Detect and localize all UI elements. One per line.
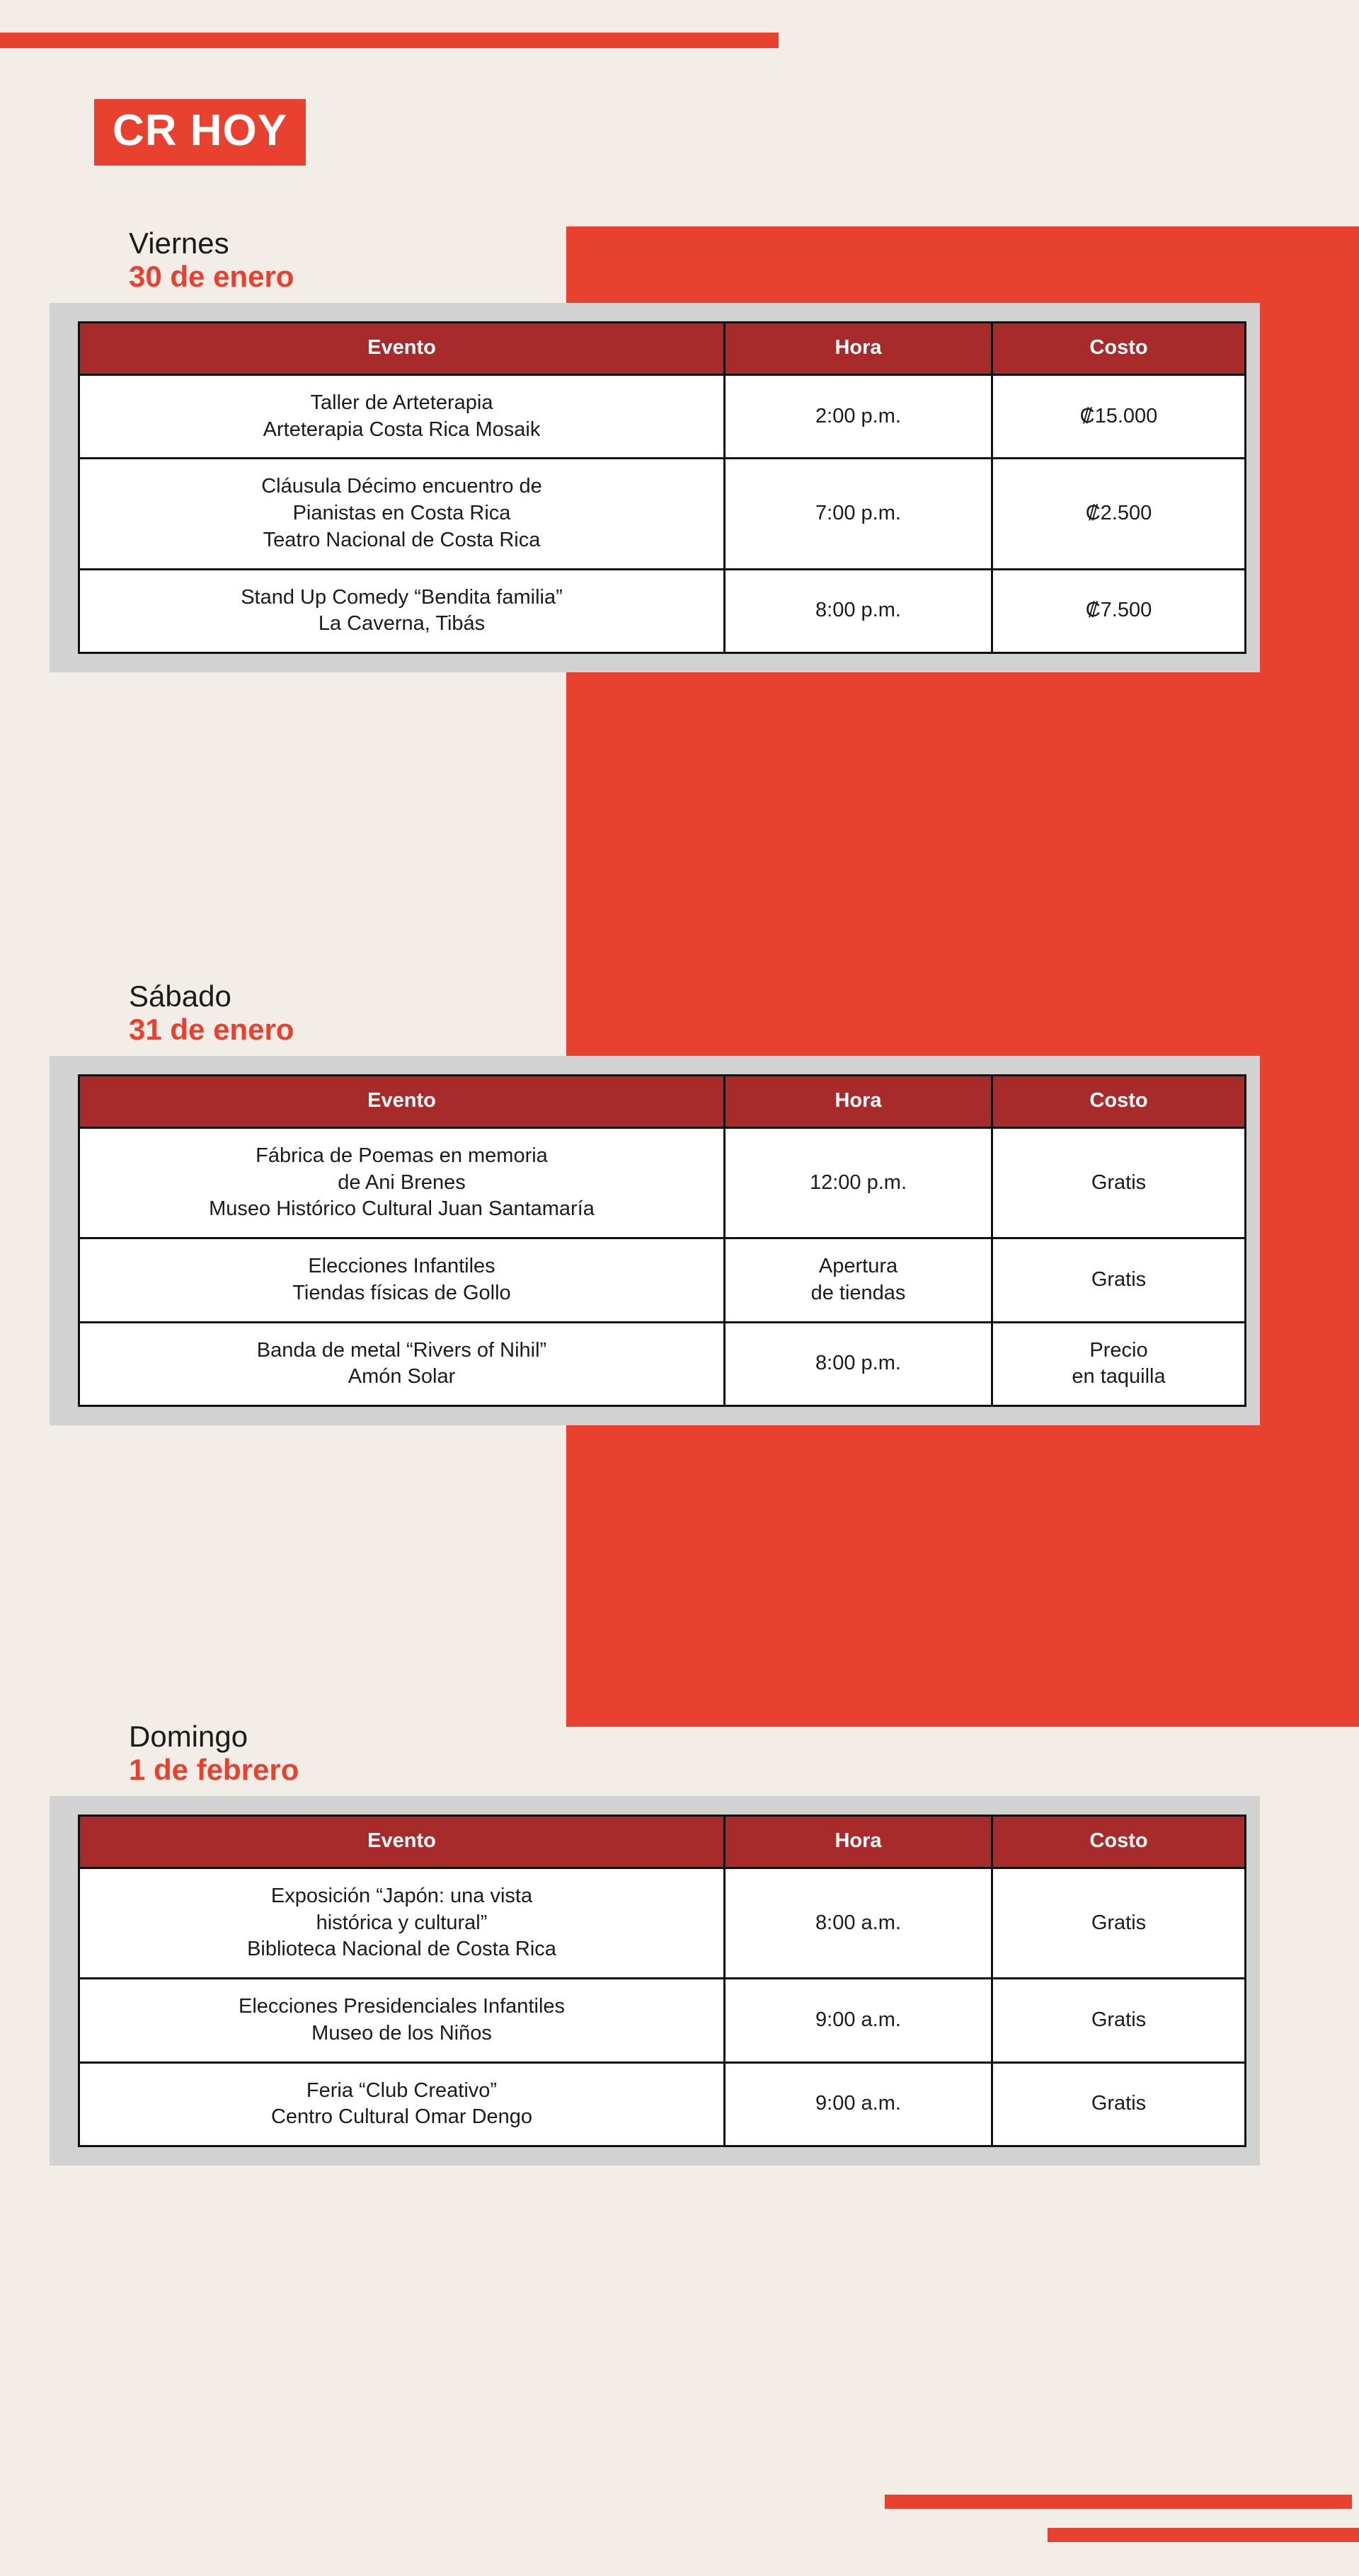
costo-line: Gratis: [1091, 2092, 1147, 2115]
table-row: [79, 1238, 1246, 1322]
day-section-sunday: [0, 1720, 1359, 2166]
evento-line: Cláusula Décimo encuentro de: [261, 475, 542, 498]
cell-evento: [79, 1128, 725, 1238]
day-section-friday: [0, 226, 1359, 672]
cell-evento: [79, 1238, 725, 1322]
day-date: 1 de febrero: [129, 1753, 299, 1787]
table-row: [79, 459, 1246, 569]
schedule-table: [78, 1074, 1246, 1407]
cell-evento: [79, 459, 725, 569]
costo-line: Precio: [1089, 1338, 1148, 1362]
costo-line: Gratis: [1091, 1267, 1147, 1291]
evento-line: La Caverna, Tibás: [318, 612, 486, 636]
table-header-row: [79, 323, 1246, 375]
cell-costo: [992, 1868, 1246, 1979]
costo-line: ₡7.500: [1085, 599, 1152, 622]
column-header-hora: Hora: [725, 1076, 992, 1128]
day-heading: [129, 226, 1359, 293]
column-header-evento: Evento: [79, 1076, 725, 1128]
day-name: Domingo: [129, 1720, 248, 1753]
cell-hora: [725, 1868, 992, 1979]
table-header-row: [79, 1816, 1246, 1868]
column-header-costo: Costo: [992, 323, 1246, 375]
day-date: 30 de enero: [129, 260, 294, 294]
cell-evento: [79, 1979, 725, 2062]
cell-hora: [725, 1238, 992, 1322]
table-frame: [50, 303, 1260, 672]
cell-hora: [725, 569, 992, 652]
cell-hora: [725, 459, 992, 569]
costo-line: ₡2.500: [1085, 502, 1152, 525]
table-row: [79, 1322, 1246, 1405]
day-name: Viernes: [129, 226, 229, 260]
column-header-costo: Costo: [992, 1816, 1246, 1868]
decorative-bar-bottom-lower: [1048, 2528, 1359, 2542]
day-name: Sábado: [129, 979, 231, 1013]
evento-line: Fábrica de Poemas en memoria: [256, 1144, 548, 1168]
brand-logo: CR HOY: [94, 99, 306, 166]
evento-line: Arteterapia Costa Rica Mosaik: [263, 418, 541, 441]
hora-line: de tiendas: [810, 1281, 906, 1304]
cell-evento: [79, 2062, 725, 2146]
evento-line: Feria “Club Creativo”: [306, 2078, 498, 2102]
cell-hora: [725, 2062, 992, 2146]
evento-line: Tiendas físicas de Gollo: [292, 1281, 511, 1304]
hora-line: 8:00 p.m.: [815, 1352, 901, 1375]
cell-costo: [992, 2062, 1246, 2146]
cell-evento: [79, 1322, 725, 1405]
schedule-table: [78, 321, 1246, 654]
day-date: 31 de enero: [129, 1013, 294, 1047]
day-heading: [129, 979, 1359, 1046]
costo-line: ₡15.000: [1079, 404, 1158, 427]
hora-line: 8:00 p.m.: [815, 599, 901, 622]
evento-line: Pianistas en Costa Rica: [292, 502, 511, 525]
cell-costo: [992, 569, 1246, 652]
hora-line: 9:00 a.m.: [815, 2008, 901, 2031]
column-header-costo: Costo: [992, 1076, 1246, 1128]
costo-line: Gratis: [1091, 1171, 1147, 1194]
table-frame: [50, 1796, 1260, 2166]
evento-line: Exposición “Japón: una vista: [270, 1885, 533, 1908]
hora-line: 8:00 a.m.: [815, 1911, 901, 1934]
table-frame: [50, 1056, 1260, 1425]
day-section-saturday: [0, 979, 1359, 1425]
evento-line: Elecciones Presidenciales Infantiles: [238, 1995, 566, 2018]
evento-line: Museo Histórico Cultural Juan Santamaría: [209, 1197, 595, 1221]
costo-line: Gratis: [1091, 2008, 1147, 2031]
table-row: [79, 1979, 1246, 2062]
cell-evento: [79, 1868, 725, 1979]
schedule-table: [78, 1815, 1246, 2147]
day-heading: [129, 1720, 1359, 1786]
evento-line: Banda de metal “Rivers of Nihil”: [256, 1338, 547, 1362]
evento-line: Centro Cultural Omar Dengo: [270, 2105, 533, 2129]
costo-line: en taquilla: [1072, 1365, 1166, 1388]
table-row: [79, 375, 1246, 459]
evento-line: Museo de los Niños: [311, 2021, 492, 2045]
hora-line: 2:00 p.m.: [815, 404, 901, 427]
cell-hora: [725, 1128, 992, 1238]
hora-line: 12:00 p.m.: [809, 1171, 907, 1194]
cell-evento: [79, 375, 725, 459]
cell-hora: [725, 1322, 992, 1405]
costo-line: Gratis: [1091, 1911, 1147, 1934]
hora-line: 9:00 a.m.: [815, 2092, 901, 2115]
table-row: [79, 2062, 1246, 2146]
evento-line: Taller de Arteterapia: [310, 391, 493, 415]
cell-costo: [992, 1128, 1246, 1238]
evento-line: Elecciones Infantiles: [308, 1255, 495, 1278]
evento-line: Amón Solar: [348, 1365, 456, 1388]
cell-costo: [992, 1322, 1246, 1405]
cell-hora: [725, 375, 992, 459]
column-header-evento: Evento: [79, 1816, 725, 1868]
cell-costo: [992, 1979, 1246, 2062]
evento-line: Stand Up Comedy “Bendita familia”: [241, 585, 563, 609]
cell-costo: [992, 459, 1246, 569]
table-header-row: [79, 1076, 1246, 1128]
evento-line: histórica y cultural”: [316, 1911, 488, 1934]
cell-evento: [79, 569, 725, 652]
column-header-hora: Hora: [725, 323, 992, 375]
column-header-hora: Hora: [725, 1816, 992, 1868]
table-row: [79, 1868, 1246, 1979]
cell-costo: [992, 375, 1246, 459]
cell-costo: [992, 1238, 1246, 1322]
cell-hora: [725, 1979, 992, 2062]
decorative-bar-bottom-upper: [885, 2495, 1352, 2509]
evento-line: Teatro Nacional de Costa Rica: [263, 528, 541, 551]
evento-line: Biblioteca Nacional de Costa Rica: [247, 1938, 556, 1961]
evento-line: de Ani Brenes: [338, 1171, 466, 1194]
hora-line: Apertura: [818, 1255, 898, 1278]
column-header-evento: Evento: [79, 323, 725, 375]
decorative-bar-top-left: [0, 33, 779, 48]
table-row: [79, 1128, 1246, 1238]
hora-line: 7:00 p.m.: [815, 502, 901, 525]
table-row: [79, 569, 1246, 652]
